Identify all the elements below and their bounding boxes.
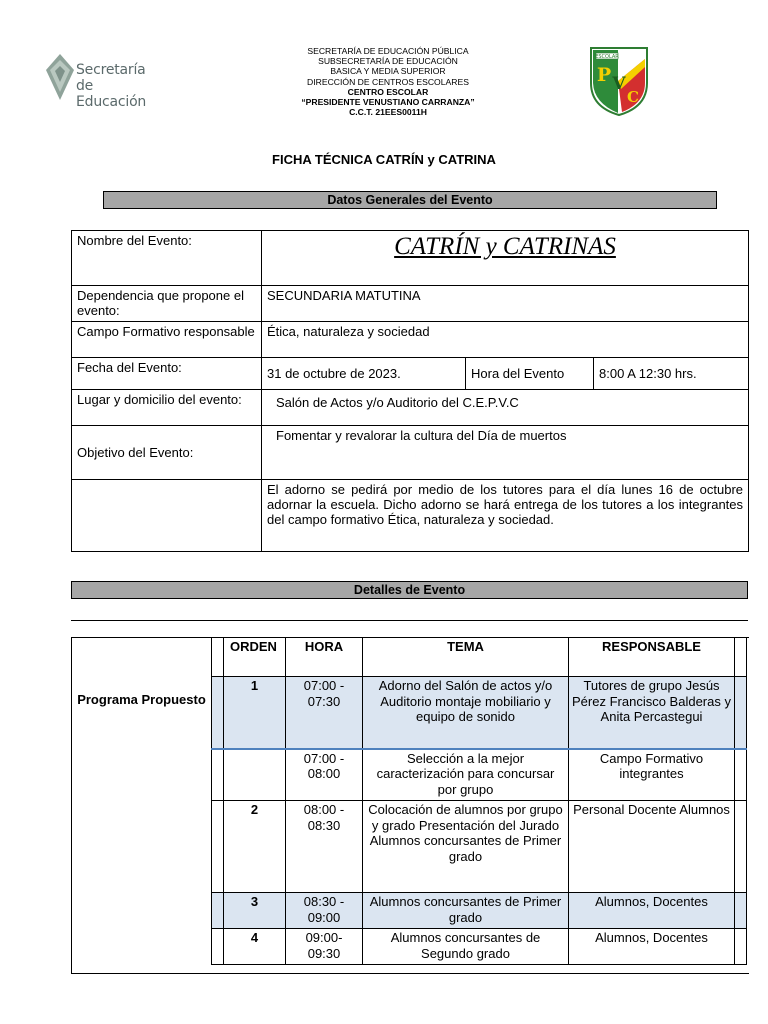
header-orden: ORDEN [224, 638, 286, 677]
school-logo-tag: ESCOLAR [595, 54, 619, 60]
header-school-line: “PRESIDENTE VENUSTIANO CARRANZA” [301, 97, 475, 108]
row-orden [224, 749, 286, 801]
row-tema: Selección a la mejor caracterización para concursar por grupo [363, 749, 569, 801]
nombre-value-cell [262, 231, 749, 286]
spacer-cell [735, 801, 747, 893]
sep-logo-line2: de Educación [76, 78, 147, 110]
row-orden: 4 [224, 929, 286, 965]
sep-logo-line1: Secretaría [76, 62, 146, 78]
sep-logo [46, 50, 166, 110]
spacer-cell [212, 749, 224, 801]
fecha-label: Fecha del Evento: [72, 358, 262, 390]
fecha-value: 31 de octubre de 2023. [262, 358, 466, 390]
school-logo-letter-c: C [627, 88, 639, 106]
nombre-label: Nombre del Evento: [72, 231, 262, 286]
header-line: DIRECCIÓN DE CENTROS ESCOLARES [307, 76, 469, 87]
row-tema: Alumnos concursantes de Segundo grado [363, 929, 569, 965]
spacer-cell [735, 638, 747, 677]
row-hora: 07:00 - 07:30 [286, 677, 363, 749]
row-responsable: Alumnos, Docentes [569, 893, 735, 929]
row-hora: 09:00- 09:30 [286, 929, 363, 965]
row-responsable: Alumnos, Docentes [569, 929, 735, 965]
row-responsable: Personal Docente Alumnos [569, 801, 735, 893]
event-name: CATRÍN y CATRINAS [394, 233, 616, 260]
hora-label: Hora del Evento [466, 358, 594, 390]
header-tema: TEMA [363, 638, 569, 677]
section-detalles-bar: Detalles de Evento [71, 581, 748, 599]
header-responsable: RESPONSABLE [569, 638, 735, 677]
spacer-cell [212, 929, 224, 965]
document-title: FICHA TÉCNICA CATRÍN y CATRINA [272, 152, 496, 167]
school-logo-letter-p: P [596, 64, 612, 86]
spacer-cell [735, 929, 747, 965]
divider [71, 620, 748, 621]
dependencia-value: SECUNDARIA MATUTINA [262, 286, 749, 322]
spacer-cell [212, 638, 224, 677]
header-institution [258, 46, 518, 117]
school-logo-letter-v: V [612, 74, 626, 94]
header-line: SUBSECRETARÍA DE EDUCACIÓN [318, 56, 458, 67]
objetivo-label: Objetivo del Evento: [72, 426, 262, 480]
sep-logo-icon [46, 54, 74, 100]
spacer-cell [735, 749, 747, 801]
spacer-cell [212, 801, 224, 893]
row-orden: 3 [224, 893, 286, 929]
lugar-value: Salón de Actos y/o Auditorio del C.E.P.V.C [262, 390, 749, 426]
spacer-cell [212, 677, 224, 749]
row-orden: 1 [224, 677, 286, 749]
header-line: SECRETARÍA DE EDUCACIÓN PÚBLICA [307, 46, 469, 56]
lugar-label: Lugar y domicilio del evento: [72, 390, 262, 426]
header-line: BASICA Y MEDIA SUPERIOR [330, 66, 446, 77]
header-school-line: C.C.T. 21EES0011H [349, 107, 427, 118]
school-shield-logo [588, 45, 650, 117]
spacer-cell [212, 893, 224, 929]
hora-value: 8:00 A 12:30 hrs. [594, 358, 749, 390]
header-hora: HORA [286, 638, 363, 677]
row-hora: 07:00 - 08:00 [286, 749, 363, 801]
objetivo-value: Fomentar y revalorar la cultura del Día de muertos [262, 426, 749, 480]
event-info-table [71, 230, 749, 552]
spacer-cell [735, 893, 747, 929]
row-responsable: Campo Formativo integrantes [569, 749, 735, 801]
program-label: Programa Propuesto [77, 692, 206, 707]
spacer-cell [735, 677, 747, 749]
row-hora: 08:00 - 08:30 [286, 801, 363, 893]
nota-label-empty [72, 480, 262, 552]
campo-label: Campo Formativo responsable [72, 322, 262, 358]
row-tema: Adorno del Salón de actos y/o Auditorio montaje mobiliario y equipo de sonido [363, 677, 569, 749]
row-hora: 08:30 - 09:00 [286, 893, 363, 929]
campo-value: Ética, naturaleza y sociedad [262, 322, 749, 358]
row-tema: Colocación de alumnos por grupo y grado Presentación del Jurado Alumnos concursantes de Primer grado [363, 801, 569, 893]
row-tema: Alumnos concursantes de Primer grado [363, 893, 569, 929]
nota-text: El adorno se pedirá por medio de los tutores para el día lunes 16 de octubre adornar la escuela. Dicho adorno se hará entrega de los tutores a los integrantes del campo formativo Ética, naturaleza y sociedad. [262, 480, 749, 552]
section-general-bar: Datos Generales del Evento [103, 191, 717, 209]
dependencia-label: Dependencia que propone el evento: [72, 286, 262, 322]
row-orden: 2 [224, 801, 286, 893]
header-school-line: CENTRO ESCOLAR [347, 86, 429, 97]
row-responsable: Tutores de grupo Jesús Pérez Francisco Balderas y Anita Percastegui [569, 677, 735, 749]
program-table [211, 637, 747, 965]
